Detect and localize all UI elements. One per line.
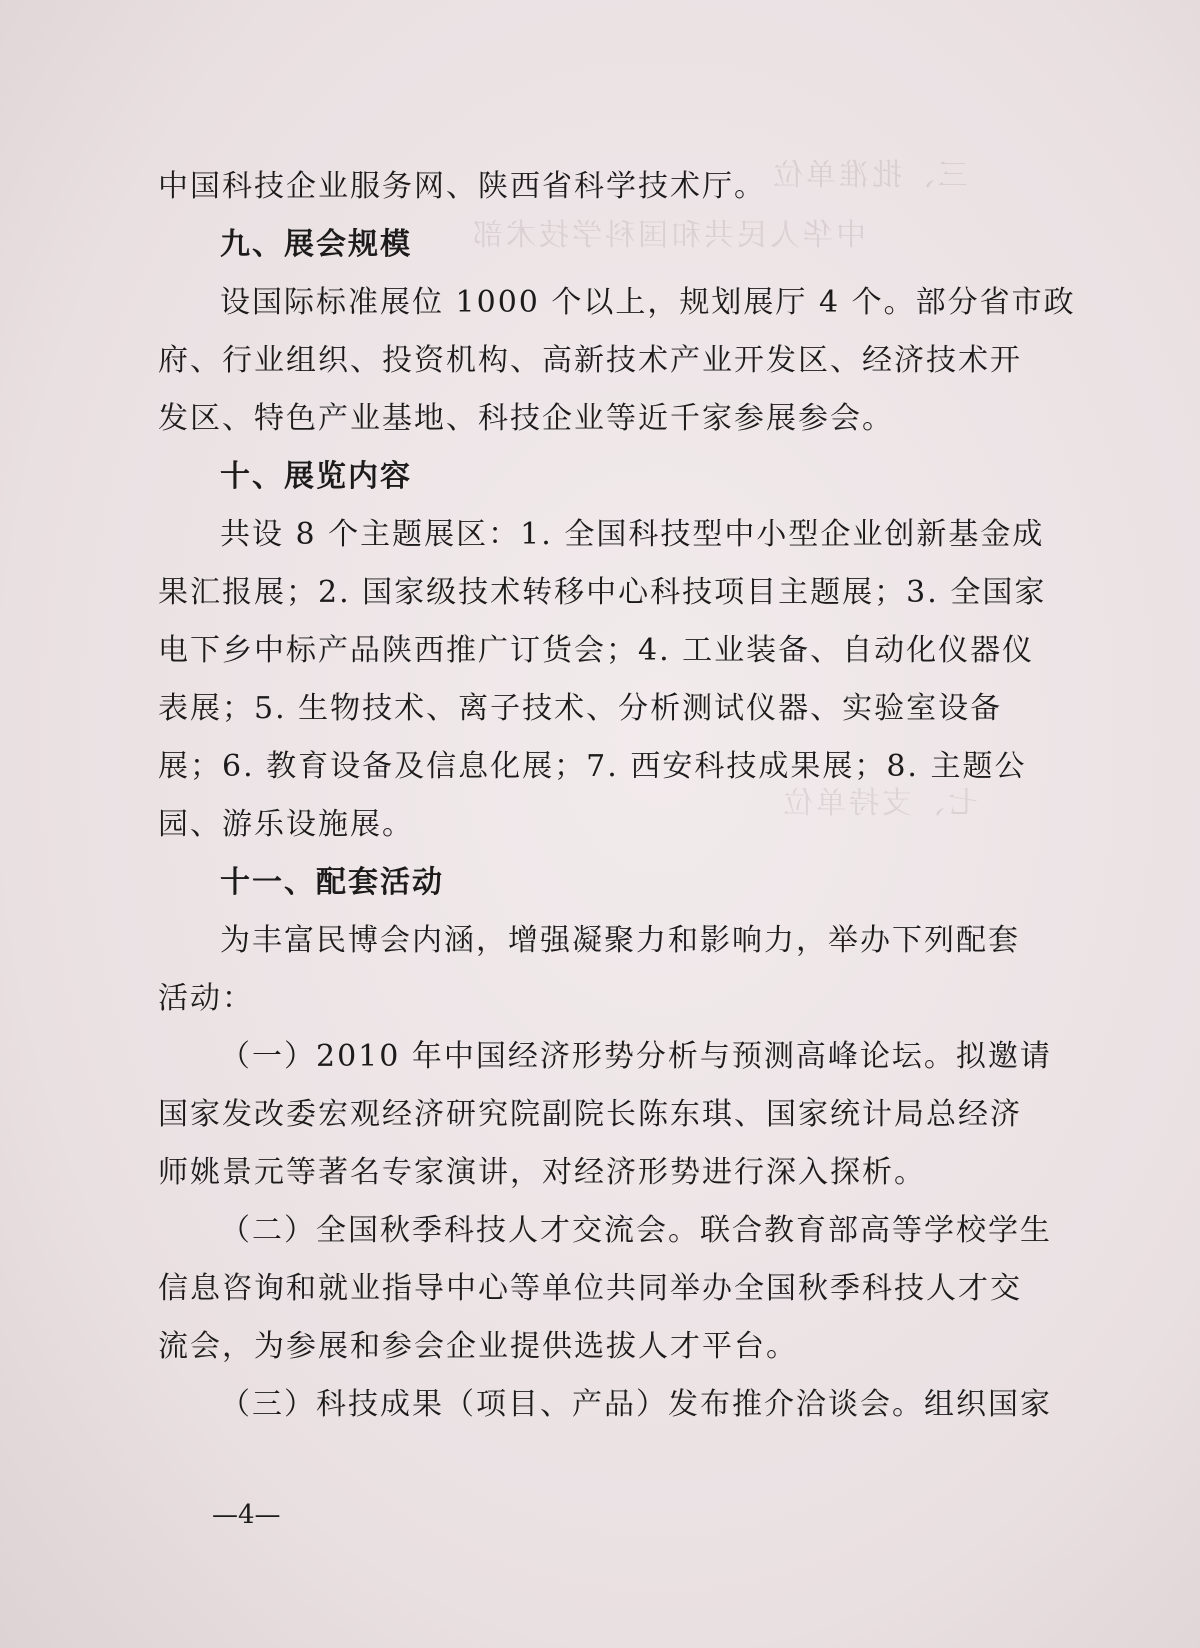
section-heading: 九、展会规模 — [220, 227, 412, 262]
bleed-through-text: 七、支持单位 — [780, 786, 978, 821]
paragraph-line: （二）全国秋季科技人才交流会。联合教育部高等学校学生 — [220, 1213, 1052, 1248]
paragraph-line: 设国际标准展位 1000 个以上，规划展厅 4 个。部分省市政 — [220, 285, 1076, 320]
paragraph-line: 国家发改委宏观经济研究院副院长陈东琪、国家统计局总经济 — [158, 1097, 1022, 1132]
paragraph-line: 发区、特色产业基地、科技企业等近千家参展参会。 — [158, 401, 894, 436]
paragraph-line: 师姚景元等著名专家演讲，对经济形势进行深入探析。 — [158, 1155, 926, 1190]
paragraph-line: 共设 8 个主题展区：1. 全国科技型中小型企业创新基金成 — [220, 517, 1045, 552]
paragraph-line: （一）2010 年中国经济形势分析与预测高峰论坛。拟邀请 — [220, 1039, 1052, 1074]
paragraph-line: 活动： — [158, 981, 254, 1016]
section-heading: 十一、配套活动 — [220, 865, 444, 900]
paragraph-line: 园、游乐设施展。 — [158, 807, 414, 842]
paragraph-line: 果汇报展；2. 国家级技术转移中心科技项目主题展；3. 全国家 — [158, 575, 1047, 610]
paragraph-line: 流会，为参展和参会企业提供选拔人才平台。 — [158, 1329, 798, 1364]
paragraph-line: 为丰富民博会内涵，增强凝聚力和影响力，举办下列配套 — [220, 923, 1020, 958]
paragraph-line: 电下乡中标产品陕西推广订货会；4. 工业装备、自动化仪器仪 — [158, 633, 1035, 668]
paragraph-line: 中国科技企业服务网、陕西省科学技术厅。 — [158, 169, 766, 204]
bleed-through-text: 中华人民共和国科学技术部 — [470, 218, 866, 253]
body-text — [158, 158, 1088, 1434]
page-number: —4— — [212, 1500, 281, 1530]
paragraph-line: 展；6. 教育设备及信息化展；7. 西安科技成果展；8. 主题公 — [158, 749, 1027, 784]
paragraph-line: 信息咨询和就业指导中心等单位共同举办全国秋季科技人才交 — [158, 1271, 1022, 1306]
paragraph-line: （三）科技成果（项目、产品）发布推介洽谈会。组织国家 — [220, 1387, 1052, 1422]
bleed-through-text: 三、批准单位 — [770, 158, 968, 193]
section-heading: 十、展览内容 — [220, 459, 412, 494]
paragraph-line: 府、行业组织、投资机构、高新技术产业开发区、经济技术开 — [158, 343, 1022, 378]
paragraph-line: 表展；5. 生物技术、离子技术、分析测试仪器、实验室设备 — [158, 691, 1003, 726]
